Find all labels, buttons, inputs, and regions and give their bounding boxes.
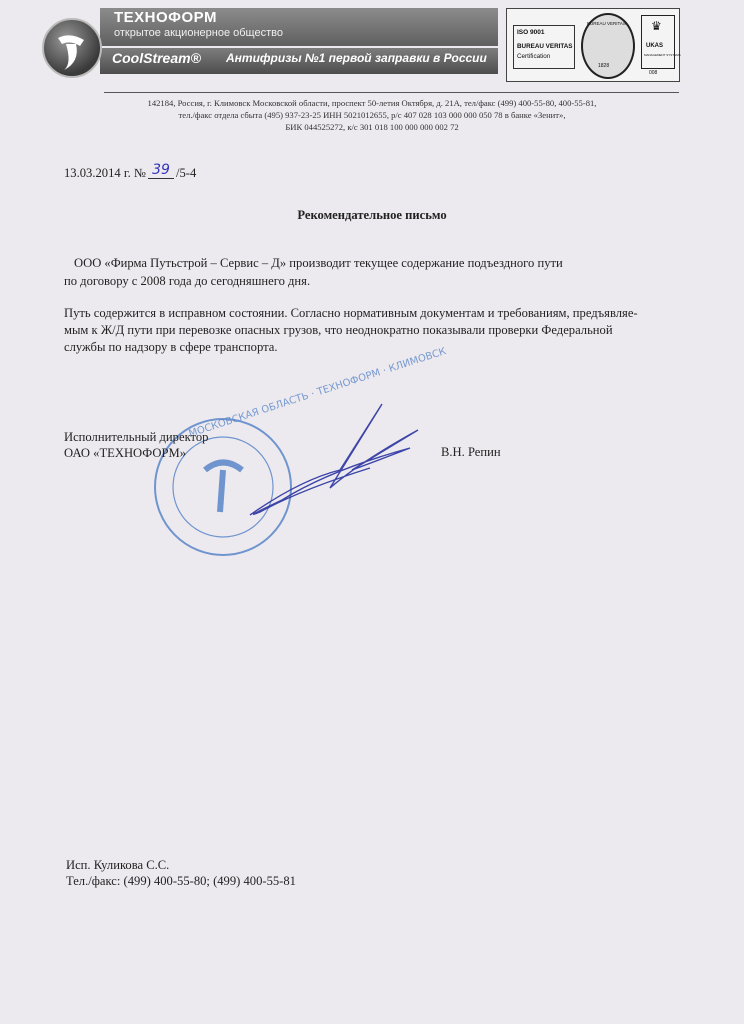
letter-date: 13.03.2014 г. № [64,166,146,180]
paragraph-2-line-1: Путь содержится в исправном состоянии. Согласно нормативным документам и требованиям, предъявляе- [64,306,638,320]
executor-phone: Тел./факс: (499) 400-55-80; (499) 400-55-81 [66,874,296,888]
seal-year: 1828 [598,63,610,69]
seal-text: BUREAU VERITAS [587,21,626,26]
address-line-3: БИК 044525272, к/с 301 018 100 000 000 002 72 [285,122,459,132]
paragraph-2-line-3: службы по надзору в сфере транспорта. [64,340,278,354]
address-line-1: 142184, Россия, г. Климовск Московской области, проспект 50-летия Октября, д. 21А, тел/факс (499) 400-55-80, 400-55-81, [147,98,597,108]
letter-number-suffix: /5-4 [176,166,197,180]
letter-title: Рекомендательное письмо [297,208,447,222]
signer-name: В.Н. Репин [441,445,501,459]
signer-organization: ОАО «ТЕХНОФОРМ» [64,446,186,460]
paragraph-1-line-2: по договору с 2008 года до сегодняшнего дня. [64,274,311,288]
ukas-label: UKAS [646,43,664,49]
iso-label: ISO 9001 [517,29,545,36]
paragraph-1-line-1: ООО «Фирма Путьстрой – Сервис – Д» производит текущее содержание подъездного пути [74,256,563,270]
letter-number-handwritten: 39 [148,162,174,179]
executor-name: Исп. Куликова С.С. [66,858,170,872]
brand-name: CoolStream® [112,50,201,66]
signer-title: Исполнительный директор [64,430,209,444]
ukas-sub: MANAGEMENT SYSTEMS [644,53,681,57]
bv-certification: Certification [517,53,551,60]
bv-label: BUREAU VERITAS [517,43,573,50]
crown-icon: ♛ [651,19,662,33]
address-line-2: тел./факс отдела сбыта (495) 937-23-25 ИНН 5021012655, р/с 407 028 103 000 000 050 78 в банке «Зенит», [178,110,566,120]
ukas-number: 008 [649,70,658,76]
slogan: Антифризы №1 первой заправки в России [226,51,487,65]
company-name: ТЕХНОФОРМ [114,9,217,26]
company-subtitle: открытое акционерное общество [114,27,283,39]
stamp-text: МОСКОВСКАЯ ОБЛАСТЬ · ТЕХНОФОРМ · КЛИМОВСК [187,346,448,440]
paragraph-2-line-2: мым к Ж/Д пути при перевозке опасных грузов, что неоднократно показывали проверки Федеральной [64,323,613,337]
